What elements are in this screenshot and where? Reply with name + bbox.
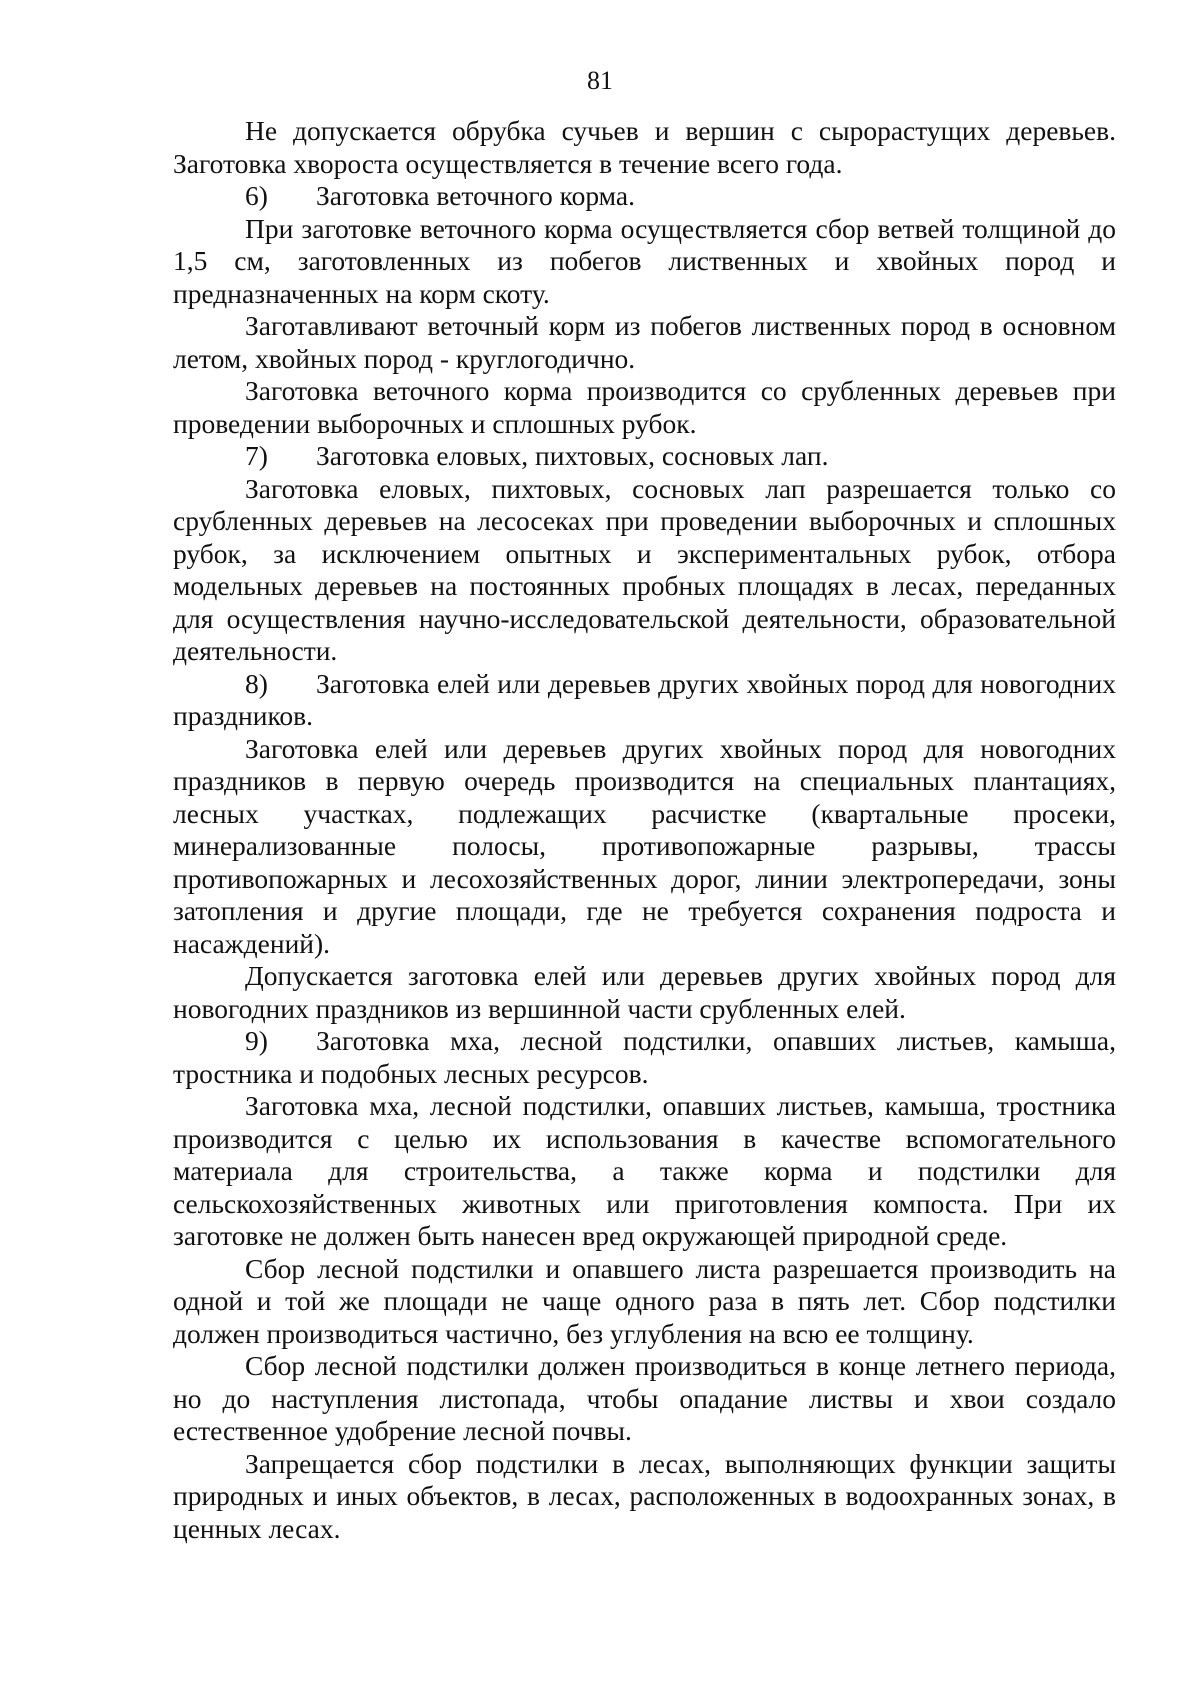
numbered-heading [173, 180, 1116, 213]
heading-text: Заготовка веточного корма. [316, 180, 635, 211]
paragraph [173, 1350, 1116, 1448]
paragraph-text: При заготовке веточного корма осуществляется сбор ветвей толщиной до 1,5 см, заготовленных из побегов лиственных и хвойных пород и предназначенных на корм скоту. [173, 212, 1116, 309]
page-number: 81 [587, 66, 613, 95]
paragraph [173, 960, 1116, 1025]
paragraph-text: Заготовка еловых, пихтовых, сосновых лап разрешается только со срубленных деревьев на лесосеках при проведении выборочных и сплошных рубок, за исключением опытных и экспериментальных рубок, отбора модельных деревьев на постоянных пробных площадях в лесах, переданных для осуществления научно-исследовательской деятельности, образовательной деятельности. [173, 472, 1116, 666]
heading-text: Заготовка еловых, пихтовых, сосновых лап. [316, 440, 829, 471]
item-number: 6) [245, 180, 268, 211]
paragraph [173, 1253, 1116, 1351]
numbered-heading [173, 1025, 1116, 1090]
paragraph-text: Не допускается обрубка сучьев и вершин с сырорастущих деревьев. Заготовка хвороста осуществляется в течение всего года. [173, 115, 1116, 179]
paragraph-text: Сбор лесной подстилки должен производиться в конце летнего периода, но до наступления листопада, чтобы опадание листвы и хвои создало естественное удобрение лесной почвы. [173, 1350, 1116, 1446]
paragraph [173, 1090, 1116, 1253]
heading-text: Заготовка елей или деревьев других хвойных пород для новогодних праздников. [173, 667, 1116, 731]
paragraph [173, 310, 1116, 375]
numbered-heading [173, 668, 1116, 733]
item-number: 8) [245, 667, 268, 699]
paragraph [173, 1448, 1116, 1546]
paragraph [173, 473, 1116, 668]
document-body [173, 115, 1116, 1545]
numbered-heading [173, 440, 1116, 473]
paragraph-text: Допускается заготовка елей или деревьев других хвойных пород для новогодних праздников из вершинной части срубленных елей. [173, 960, 1116, 1024]
heading-text: Заготовка мха, лесной подстилки, опавших листьев, камыша, тростника и подобных лесных ресурсов. [173, 1025, 1116, 1089]
item-number: 9) [245, 1025, 268, 1056]
paragraph [173, 115, 1116, 180]
paragraph-text: Сбор лесной подстилки и опавшего листа разрешается производить на одной и той же площади не чаще одного раза в пять лет. Сбор подстилки должен производиться частично, без углубления на всю ее толщину. [173, 1252, 1116, 1349]
paragraph-text: Заготовка веточного корма производится со срубленных деревьев при проведении выборочных и сплошных рубок. [173, 375, 1116, 439]
paragraph [173, 375, 1116, 440]
paragraph-text: Заготовка елей или деревьев других хвойных пород для новогодних праздников в первую очередь производится на специальных плантациях, лесных участках, подлежащих расчистке (квартальные просеки, минерализованные полосы, противопожарные разрывы, трассы противопожарных и лесохозяйственных дорог, линии электропередачи, зоны затопления и другие площади, где не требуется сохранения подроста и насаждений). [173, 732, 1116, 959]
paragraph-text: Заготовка мха, лесной подстилки, опавших листьев, камыша, тростника производится с целью их использования в качестве вспомогательного материала для строительства, а также корма и подстилки для сельскохозяйственных животных или приготовления компоста. При их заготовке не должен быть нанесен вред окружающей природной среде. [173, 1090, 1116, 1251]
paragraph-text: Заготавливают веточный корм из побегов лиственных пород в основном летом, хвойных пород - круглогодично. [173, 310, 1116, 374]
paragraph [173, 213, 1116, 311]
paragraph [173, 733, 1116, 961]
item-number: 7) [245, 440, 268, 471]
paragraph-text: Запрещается сбор подстилки в лесах, выполняющих функции защиты природных и иных объектов, в лесах, расположенных в водоохранных зонах, в ценных лесах. [173, 1447, 1116, 1544]
